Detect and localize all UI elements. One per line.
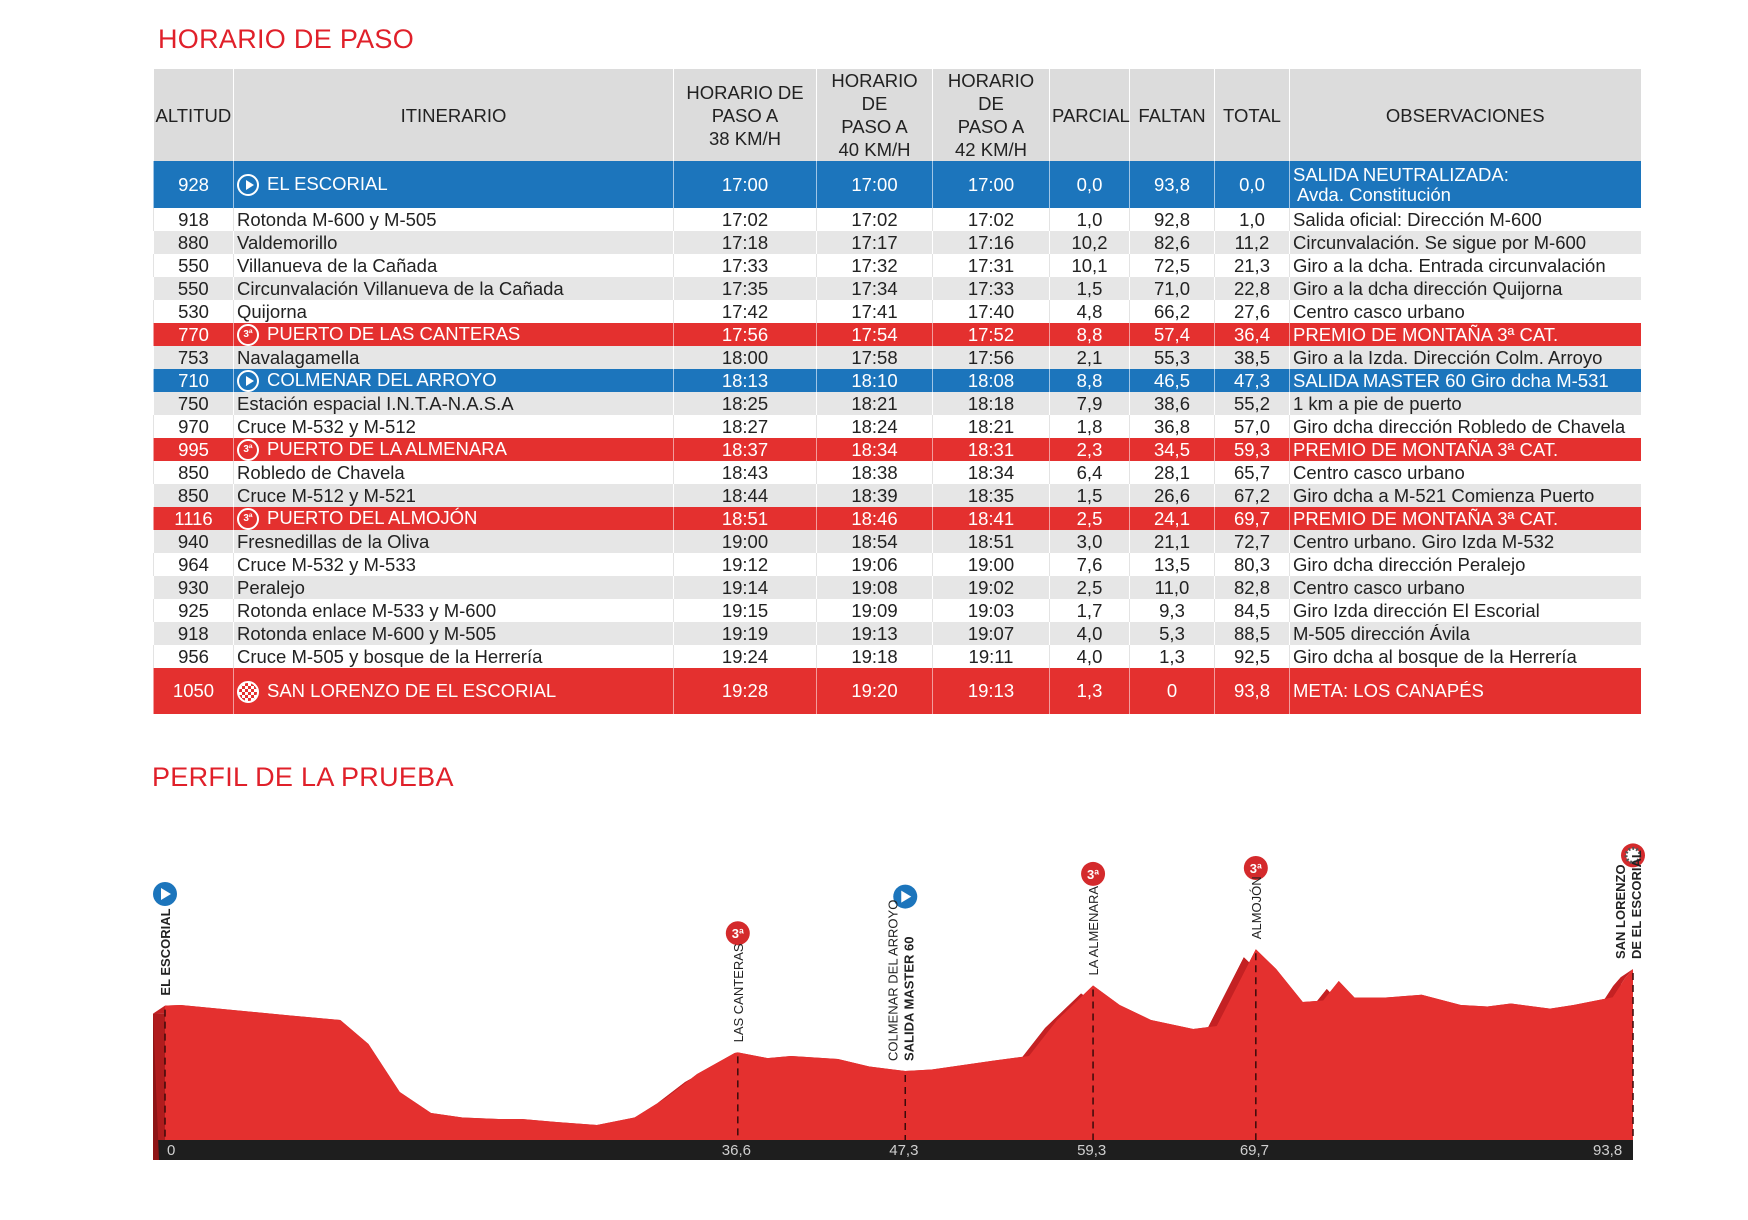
cell-parcial: 4,8 bbox=[1050, 300, 1130, 323]
cell-h38: 19:15 bbox=[674, 599, 817, 622]
category-badge-text: 3ª bbox=[1087, 866, 1100, 882]
header-observaciones: OBSERVACIONES bbox=[1290, 69, 1641, 161]
place-name: Peralejo bbox=[237, 576, 305, 598]
cell-h40: 18:21 bbox=[817, 392, 933, 415]
cell-total: 11,2 bbox=[1215, 231, 1290, 254]
cell-obs: META: LOS CANAPÉS bbox=[1290, 668, 1641, 714]
table-row bbox=[154, 208, 1641, 231]
table-row bbox=[154, 530, 1641, 553]
cell-h38: 18:43 bbox=[674, 461, 817, 484]
cell-alt: 940 bbox=[154, 530, 234, 553]
cell-obs: PREMIO DE MONTAÑA 3ª CAT. bbox=[1290, 438, 1641, 461]
cell-obs: Giro dcha al bosque de la Herrería bbox=[1290, 645, 1641, 668]
cell-h38: 19:28 bbox=[674, 668, 817, 714]
cell-total: 82,8 bbox=[1215, 576, 1290, 599]
cell-place bbox=[234, 438, 674, 461]
profile-marker bbox=[1244, 856, 1268, 939]
cell-h40: 18:34 bbox=[817, 438, 933, 461]
table-row bbox=[154, 668, 1641, 714]
header-itinerario: ITINERARIO bbox=[234, 69, 674, 161]
cell-h38: 18:00 bbox=[674, 346, 817, 369]
cell-faltan: 66,2 bbox=[1130, 300, 1215, 323]
header-h42-line3: 42 KM/H bbox=[955, 139, 1027, 160]
cell-obs: Centro casco urbano bbox=[1290, 576, 1641, 599]
cell-h40: 17:17 bbox=[817, 231, 933, 254]
cell-place bbox=[234, 231, 674, 254]
cell-faltan: 57,4 bbox=[1130, 323, 1215, 346]
cell-h38: 17:35 bbox=[674, 277, 817, 300]
cell-h42: 18:34 bbox=[933, 461, 1050, 484]
category-badge-text: 3ª bbox=[1249, 861, 1262, 876]
place-name: Estación espacial I.N.T.A-N.A.S.A bbox=[237, 392, 514, 414]
cell-faltan: 9,3 bbox=[1130, 599, 1215, 622]
cell-obs: PREMIO DE MONTAÑA 3ª CAT. bbox=[1290, 507, 1641, 530]
cell-h42: 17:00 bbox=[933, 161, 1050, 208]
cell-h42: 19:07 bbox=[933, 622, 1050, 645]
cell-h38: 17:18 bbox=[674, 231, 817, 254]
cell-parcial: 1,3 bbox=[1050, 668, 1130, 714]
cell-h40: 18:39 bbox=[817, 484, 933, 507]
table-row bbox=[154, 369, 1641, 392]
cell-obs: PREMIO DE MONTAÑA 3ª CAT. bbox=[1290, 323, 1641, 346]
km-label: 69,7 bbox=[1239, 1142, 1270, 1159]
cell-total: 0,0 bbox=[1215, 161, 1290, 208]
cell-h42: 18:35 bbox=[933, 484, 1050, 507]
profile-marker bbox=[885, 885, 917, 1061]
cell-obs: Giro Izda dirección El Escorial bbox=[1290, 599, 1641, 622]
table-header-row bbox=[154, 69, 1641, 161]
cell-place bbox=[234, 369, 674, 392]
cell-obs: Centro casco urbano bbox=[1290, 300, 1641, 323]
marker-label: LAS CANTERAS bbox=[730, 943, 746, 1043]
cell-parcial: 10,1 bbox=[1050, 254, 1130, 277]
cell-alt: 918 bbox=[154, 622, 234, 645]
header-altitud: ALTITUD bbox=[154, 69, 234, 161]
cell-place bbox=[234, 668, 674, 714]
profile-marker bbox=[1613, 843, 1645, 959]
cell-total: 72,7 bbox=[1215, 530, 1290, 553]
cell-alt: 918 bbox=[154, 208, 234, 231]
cell-faltan: 24,1 bbox=[1130, 507, 1215, 530]
cell-parcial: 2,3 bbox=[1050, 438, 1130, 461]
cell-h40: 17:41 bbox=[817, 300, 933, 323]
cell-h40: 17:00 bbox=[817, 161, 933, 208]
cell-h42: 17:52 bbox=[933, 323, 1050, 346]
cell-place bbox=[234, 530, 674, 553]
km-label: 93,8 bbox=[1593, 1142, 1623, 1159]
cell-obs: Centro urbano. Giro Izda M-532 bbox=[1290, 530, 1641, 553]
header-h40 bbox=[817, 69, 933, 161]
mountain-category-icon: 3ª bbox=[237, 508, 259, 530]
cell-alt: 1050 bbox=[154, 668, 234, 714]
cell-place bbox=[234, 161, 674, 208]
place-name: PUERTO DEL ALMOJÓN bbox=[267, 507, 478, 529]
table-row bbox=[154, 507, 1641, 530]
cell-total: 69,7 bbox=[1215, 507, 1290, 530]
table-row bbox=[154, 461, 1641, 484]
cell-faltan: 72,5 bbox=[1130, 254, 1215, 277]
cell-h38: 18:51 bbox=[674, 507, 817, 530]
cell-obs: Giro a la dcha dirección Quijorna bbox=[1290, 277, 1641, 300]
cell-obs: Giro dcha dirección Robledo de Chavela bbox=[1290, 415, 1641, 438]
finish-flag-icon bbox=[237, 681, 259, 703]
cell-alt: 770 bbox=[154, 323, 234, 346]
cell-h40: 19:06 bbox=[817, 553, 933, 576]
cell-h38: 19:24 bbox=[674, 645, 817, 668]
table-row bbox=[154, 346, 1641, 369]
table-row bbox=[154, 323, 1641, 346]
place-name: PUERTO DE LAS CANTERAS bbox=[267, 323, 521, 344]
observation-line2: Avda. Constitución bbox=[1297, 183, 1451, 205]
place-name: Cruce M-505 y bosque de la Herrería bbox=[237, 645, 543, 667]
table-row bbox=[154, 484, 1641, 507]
cell-h38: 18:37 bbox=[674, 438, 817, 461]
place-name: Cruce M-532 y M-533 bbox=[237, 553, 416, 575]
cell-h42: 19:03 bbox=[933, 599, 1050, 622]
cell-h42: 18:21 bbox=[933, 415, 1050, 438]
header-h42-line1: HORARIO DE bbox=[947, 70, 1035, 114]
cell-faltan: 21,1 bbox=[1130, 530, 1215, 553]
cell-h40: 19:13 bbox=[817, 622, 933, 645]
cell-faltan: 38,6 bbox=[1130, 392, 1215, 415]
cell-total: 27,6 bbox=[1215, 300, 1290, 323]
cell-alt: 880 bbox=[154, 231, 234, 254]
cell-place bbox=[234, 484, 674, 507]
cell-obs: M-505 dirección Ávila bbox=[1290, 622, 1641, 645]
cell-alt: 750 bbox=[154, 392, 234, 415]
km-label: 36,6 bbox=[721, 1142, 752, 1159]
header-h38-line2: PASO A bbox=[711, 104, 779, 126]
table-row bbox=[154, 415, 1641, 438]
cell-parcial: 6,4 bbox=[1050, 461, 1130, 484]
profile-title: PERFIL DE LA PRUEBA bbox=[152, 762, 454, 792]
cell-total: 38,5 bbox=[1215, 346, 1290, 369]
cell-total: 36,4 bbox=[1215, 323, 1290, 346]
cell-h38: 19:12 bbox=[674, 553, 817, 576]
cell-place bbox=[234, 461, 674, 484]
cell-h38: 18:44 bbox=[674, 484, 817, 507]
cell-h40: 17:58 bbox=[817, 346, 933, 369]
cell-obs: Circunvalación. Se sigue por M-600 bbox=[1290, 231, 1641, 254]
cell-place bbox=[234, 576, 674, 599]
cell-parcial: 1,5 bbox=[1050, 484, 1130, 507]
cell-total: 57,0 bbox=[1215, 415, 1290, 438]
header-h42 bbox=[933, 69, 1050, 161]
cell-total: 59,3 bbox=[1215, 438, 1290, 461]
cell-parcial: 4,0 bbox=[1050, 645, 1130, 668]
cell-h38: 17:56 bbox=[674, 323, 817, 346]
cell-obs: Salida oficial: Dirección M-600 bbox=[1290, 208, 1641, 231]
cell-h40: 17:34 bbox=[817, 277, 933, 300]
header-faltan: FALTAN bbox=[1130, 69, 1215, 161]
header-h38-line3: 38 KM/H bbox=[709, 127, 781, 149]
profile-marker bbox=[1081, 862, 1105, 976]
marker-label: SAN LORENZO bbox=[1613, 864, 1628, 959]
cell-faltan: 36,8 bbox=[1130, 415, 1215, 438]
cell-h42: 19:11 bbox=[933, 645, 1050, 668]
place-name: Rotonda M-600 y M-505 bbox=[237, 208, 437, 230]
place-name: PUERTO DE LA ALMENARA bbox=[267, 438, 507, 460]
cell-h38: 17:00 bbox=[674, 161, 817, 208]
cell-parcial: 8,8 bbox=[1050, 323, 1130, 346]
marker-label: LA ALMENARA bbox=[1086, 885, 1102, 976]
cell-faltan: 26,6 bbox=[1130, 484, 1215, 507]
cell-h40: 19:20 bbox=[817, 668, 933, 714]
cell-h38: 17:42 bbox=[674, 300, 817, 323]
cell-place bbox=[234, 599, 674, 622]
cell-obs bbox=[1290, 161, 1641, 208]
cell-faltan: 5,3 bbox=[1130, 622, 1215, 645]
cell-h38: 17:02 bbox=[674, 208, 817, 231]
cell-h42: 18:18 bbox=[933, 392, 1050, 415]
cell-parcial: 0,0 bbox=[1050, 161, 1130, 208]
km-label: 47,3 bbox=[889, 1142, 919, 1159]
cell-alt: 928 bbox=[154, 161, 234, 208]
cell-alt: 530 bbox=[154, 300, 234, 323]
table-row bbox=[154, 277, 1641, 300]
start-icon bbox=[237, 370, 259, 392]
table-row bbox=[154, 392, 1641, 415]
cell-alt: 850 bbox=[154, 461, 234, 484]
cell-h40: 18:38 bbox=[817, 461, 933, 484]
cell-alt: 970 bbox=[154, 415, 234, 438]
cell-alt: 956 bbox=[154, 645, 234, 668]
cell-place bbox=[234, 553, 674, 576]
table-row bbox=[154, 300, 1641, 323]
marker-label-secondary: SALIDA MASTER 60 bbox=[901, 936, 917, 1061]
header-h42-line2: PASO A bbox=[957, 116, 1025, 137]
cell-place bbox=[234, 507, 674, 530]
km-label: 59,3 bbox=[1077, 1142, 1107, 1159]
place-name: Cruce M-532 y M-512 bbox=[237, 415, 416, 437]
cell-parcial: 2,5 bbox=[1050, 507, 1130, 530]
header-h40-line1: HORARIO DE bbox=[831, 70, 918, 114]
cell-faltan: 92,8 bbox=[1130, 208, 1215, 231]
cell-place bbox=[234, 323, 674, 346]
cell-h42: 19:00 bbox=[933, 553, 1050, 576]
place-name: Cruce M-512 y M-521 bbox=[237, 484, 416, 506]
cell-place bbox=[234, 346, 674, 369]
cell-h42: 17:40 bbox=[933, 300, 1050, 323]
place-name: Rotonda enlace M-533 y M-600 bbox=[237, 599, 497, 621]
cell-place bbox=[234, 622, 674, 645]
cell-h40: 19:18 bbox=[817, 645, 933, 668]
category-badge-text: 3ª bbox=[731, 926, 744, 942]
cell-h40: 18:10 bbox=[817, 369, 933, 392]
cell-obs: Giro a la dcha. Entrada circunvalación bbox=[1290, 254, 1641, 277]
cell-h42: 18:08 bbox=[933, 369, 1050, 392]
cell-place bbox=[234, 208, 674, 231]
schedule-table-wrapper bbox=[153, 69, 1640, 714]
cell-parcial: 8,8 bbox=[1050, 369, 1130, 392]
cell-faltan: 1,3 bbox=[1130, 645, 1215, 668]
marker-label-secondary: DE EL ESCORIAL bbox=[1629, 850, 1644, 959]
cell-parcial: 7,6 bbox=[1050, 553, 1130, 576]
cell-h40: 17:32 bbox=[817, 254, 933, 277]
cell-h40: 17:54 bbox=[817, 323, 933, 346]
table-row bbox=[154, 161, 1641, 208]
cell-h42: 17:56 bbox=[933, 346, 1050, 369]
cell-h38: 18:13 bbox=[674, 369, 817, 392]
table-row bbox=[154, 645, 1641, 668]
place-name: EL ESCORIAL bbox=[267, 172, 388, 194]
cell-h38: 19:19 bbox=[674, 622, 817, 645]
marker-label: EL ESCORIAL bbox=[158, 908, 173, 996]
place-name: SAN LORENZO DE EL ESCORIAL bbox=[267, 679, 557, 701]
cell-place bbox=[234, 300, 674, 323]
place-name: Robledo de Chavela bbox=[237, 461, 405, 483]
cell-parcial: 1,5 bbox=[1050, 277, 1130, 300]
cell-total: 65,7 bbox=[1215, 461, 1290, 484]
cell-h42: 19:13 bbox=[933, 668, 1050, 714]
cell-h42: 18:31 bbox=[933, 438, 1050, 461]
cell-h40: 17:02 bbox=[817, 208, 933, 231]
header-h38 bbox=[674, 69, 817, 161]
cell-parcial: 4,0 bbox=[1050, 622, 1130, 645]
table-row bbox=[154, 553, 1641, 576]
cell-total: 55,2 bbox=[1215, 392, 1290, 415]
header-h38-line1: HORARIO DE bbox=[686, 81, 804, 103]
cell-h42: 17:33 bbox=[933, 277, 1050, 300]
start-icon bbox=[237, 174, 259, 196]
cell-alt: 925 bbox=[154, 599, 234, 622]
cell-obs: Centro casco urbano bbox=[1290, 461, 1641, 484]
place-name: Circunvalación Villanueva de la Cañada bbox=[237, 277, 564, 299]
cell-h40: 18:24 bbox=[817, 415, 933, 438]
table-row bbox=[154, 622, 1641, 645]
mountain-category-icon: 3ª bbox=[237, 439, 259, 461]
cell-parcial: 1,7 bbox=[1050, 599, 1130, 622]
cell-parcial: 2,1 bbox=[1050, 346, 1130, 369]
cell-h42: 19:02 bbox=[933, 576, 1050, 599]
cell-place bbox=[234, 277, 674, 300]
cell-faltan: 46,5 bbox=[1130, 369, 1215, 392]
schedule-table bbox=[153, 69, 1641, 714]
place-name: Villanueva de la Cañada bbox=[237, 254, 438, 276]
cell-h42: 18:41 bbox=[933, 507, 1050, 530]
table-row bbox=[154, 599, 1641, 622]
place-name: Quijorna bbox=[237, 300, 307, 322]
cell-parcial: 10,2 bbox=[1050, 231, 1130, 254]
cell-alt: 710 bbox=[154, 369, 234, 392]
cell-total: 80,3 bbox=[1215, 553, 1290, 576]
header-parcial: PARCIAL bbox=[1050, 69, 1130, 161]
cell-faltan: 11,0 bbox=[1130, 576, 1215, 599]
table-row bbox=[154, 254, 1641, 277]
cell-total: 93,8 bbox=[1215, 668, 1290, 714]
cell-place bbox=[234, 415, 674, 438]
cell-obs: SALIDA MASTER 60 Giro dcha M-531 bbox=[1290, 369, 1641, 392]
cell-faltan: 93,8 bbox=[1130, 161, 1215, 208]
km-label: 0 bbox=[167, 1142, 176, 1159]
cell-h42: 17:02 bbox=[933, 208, 1050, 231]
cell-h42: 18:51 bbox=[933, 530, 1050, 553]
cell-total: 1,0 bbox=[1215, 208, 1290, 231]
cell-h38: 19:14 bbox=[674, 576, 817, 599]
header-h40-line3: 40 KM/H bbox=[838, 139, 911, 160]
cell-place bbox=[234, 645, 674, 668]
cell-alt: 995 bbox=[154, 438, 234, 461]
profile-marker bbox=[726, 921, 750, 1042]
cell-faltan: 13,5 bbox=[1130, 553, 1215, 576]
cell-faltan: 55,3 bbox=[1130, 346, 1215, 369]
cell-h38: 18:25 bbox=[674, 392, 817, 415]
cell-faltan: 34,5 bbox=[1130, 438, 1215, 461]
table-body bbox=[154, 161, 1641, 714]
table-row bbox=[154, 438, 1641, 461]
place-name: Fresnedillas de la Oliva bbox=[237, 530, 430, 552]
cell-h38: 19:00 bbox=[674, 530, 817, 553]
place-name: Navalagamella bbox=[237, 346, 360, 368]
cell-total: 84,5 bbox=[1215, 599, 1290, 622]
cell-obs: Giro a la Izda. Dirección Colm. Arroyo bbox=[1290, 346, 1641, 369]
cell-alt: 850 bbox=[154, 484, 234, 507]
cell-faltan: 82,6 bbox=[1130, 231, 1215, 254]
cell-faltan: 0 bbox=[1130, 668, 1215, 714]
cell-obs: Giro dcha a M-521 Comienza Puerto bbox=[1290, 484, 1641, 507]
cell-alt: 930 bbox=[154, 576, 234, 599]
cell-total: 88,5 bbox=[1215, 622, 1290, 645]
cell-total: 92,5 bbox=[1215, 645, 1290, 668]
cell-alt: 753 bbox=[154, 346, 234, 369]
cell-alt: 550 bbox=[154, 254, 234, 277]
cell-total: 22,8 bbox=[1215, 277, 1290, 300]
cell-parcial: 3,0 bbox=[1050, 530, 1130, 553]
cell-alt: 964 bbox=[154, 553, 234, 576]
schedule-title: HORARIO DE PASO bbox=[158, 24, 415, 54]
profile-marker bbox=[153, 882, 177, 996]
cell-h42: 17:31 bbox=[933, 254, 1050, 277]
cell-h40: 18:46 bbox=[817, 507, 933, 530]
mountain-category-icon: 3ª bbox=[237, 324, 259, 346]
cell-h40: 19:08 bbox=[817, 576, 933, 599]
cell-parcial: 7,9 bbox=[1050, 392, 1130, 415]
cell-faltan: 28,1 bbox=[1130, 461, 1215, 484]
cell-obs: Giro dcha dirección Peralejo bbox=[1290, 553, 1641, 576]
cell-h38: 18:27 bbox=[674, 415, 817, 438]
cell-obs: 1 km a pie de puerto bbox=[1290, 392, 1641, 415]
cell-total: 67,2 bbox=[1215, 484, 1290, 507]
cell-alt: 1116 bbox=[154, 507, 234, 530]
cell-parcial: 1,8 bbox=[1050, 415, 1130, 438]
cell-total: 47,3 bbox=[1215, 369, 1290, 392]
cell-alt: 550 bbox=[154, 277, 234, 300]
cell-parcial: 2,5 bbox=[1050, 576, 1130, 599]
observation-line1: SALIDA NEUTRALIZADA: bbox=[1293, 163, 1509, 185]
header-total: TOTAL bbox=[1215, 69, 1290, 161]
marker-label: ALMOJÓN bbox=[1248, 876, 1264, 940]
table-row bbox=[154, 576, 1641, 599]
cell-h40: 19:09 bbox=[817, 599, 933, 622]
place-name: COLMENAR DEL ARROYO bbox=[267, 369, 497, 391]
header-h40-line2: PASO A bbox=[841, 116, 908, 137]
cell-h38: 17:33 bbox=[674, 254, 817, 277]
table-row bbox=[154, 231, 1641, 254]
cell-faltan: 71,0 bbox=[1130, 277, 1215, 300]
cell-h42: 17:16 bbox=[933, 231, 1050, 254]
cell-h40: 18:54 bbox=[817, 530, 933, 553]
elevation-profile bbox=[140, 760, 1660, 1160]
cell-parcial: 1,0 bbox=[1050, 208, 1130, 231]
place-name: Rotonda enlace M-600 y M-505 bbox=[237, 622, 497, 644]
marker-label: COLMENAR DEL ARROYO bbox=[885, 899, 901, 1061]
cell-place bbox=[234, 392, 674, 415]
cell-total: 21,3 bbox=[1215, 254, 1290, 277]
cell-place bbox=[234, 254, 674, 277]
place-name: Valdemorillo bbox=[237, 231, 338, 253]
